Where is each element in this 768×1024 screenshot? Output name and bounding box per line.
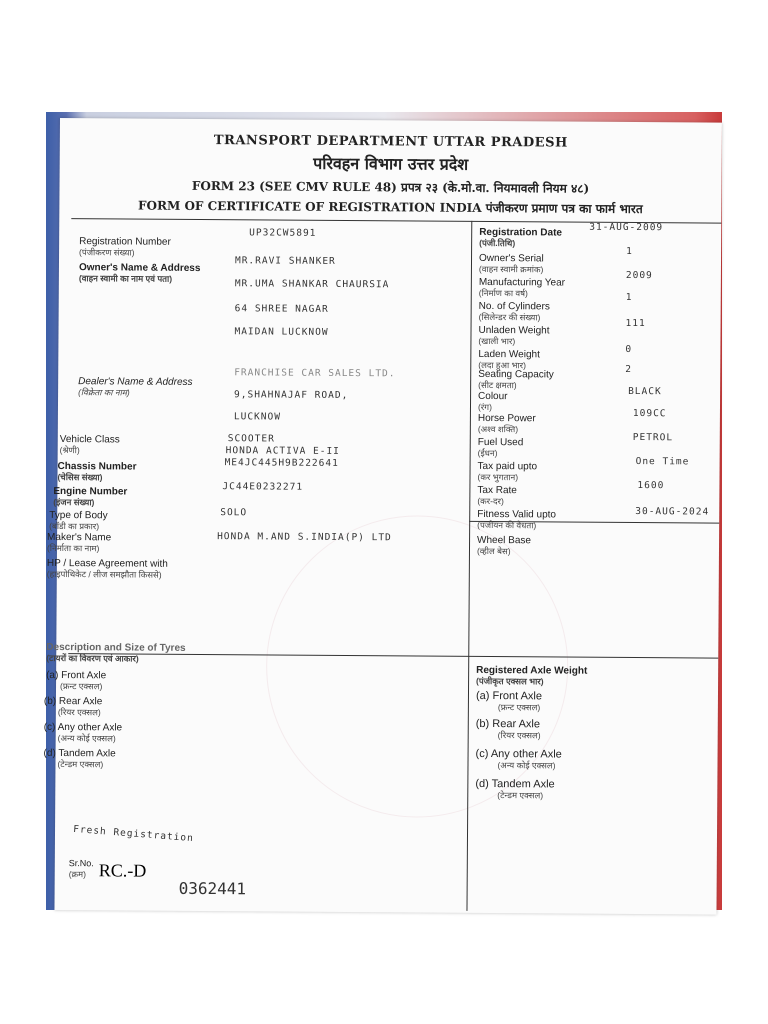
axle-rear: (b) Rear Axle (रियर एक्सल) [475,717,541,741]
dealer-label: Dealer's Name & Address (विक्रेता का नाम) [78,376,193,398]
colour-label: Colour (रंग) [477,390,508,413]
owner-label: Owner's Name & Address (वाहन स्वामी का नाम एवं पता) [78,262,201,284]
owner-relation: MR.UMA SHANKAR CHAURSIA [234,278,390,291]
owner-address-2: MAIDAN LUCKNOW [234,326,329,338]
reg-date-value: 31-AUG-2009 [589,221,664,234]
header-title-en: TRANSPORT DEPARTMENT UTTAR PRADESH [213,133,568,151]
axle-other: (c) Any other Axle (अन्य कोई एक्सल) [475,747,562,771]
laden-value: 0 [625,343,633,355]
owner-name: MR.RAVI SHANKER [234,255,336,267]
body-label: Type of Body (बॉडी का प्रकार) [49,509,108,532]
owner-serial-value: 1 [626,245,633,258]
fitness-label: Fitness Valid upto (पंजीयन की वैधता) [477,508,557,531]
horse-power-value: 109CC [632,408,667,420]
tax-rate-label: Tax Rate (कर-दर) [477,484,517,507]
tax-rate-value: 1600 [637,480,665,492]
fuel-value: PETROL [632,432,674,444]
maker-value: HONDA M.AND S.INDIA(P) LTD [217,531,392,544]
mfg-year-label: Manufacturing Year (निर्माण का वर्ष) [478,276,566,299]
mfg-year-value: 2009 [625,269,653,282]
sr-number: 0362441 [178,878,247,899]
axle-weight-title: Registered Axle Weight (पंजीकृत एक्सल भार) [476,664,588,687]
fitness-value: 30-AUG-2024 [635,506,710,518]
wheel-base-label: Wheel Base (व्हील बेस) [476,534,532,557]
reg-number-label: Registration Number (पंजीकरण संख्या) [79,236,171,258]
header-title-hi: परिवहन विभाग उत्तर प्रदेश [313,153,469,174]
chassis-value: ME4JC445H9B222641 [224,457,339,469]
engine-value: JC44E0232271 [222,481,304,493]
seating-value: 2 [625,363,633,375]
seating-label: Seating Capacity (सीट क्षमता) [478,368,554,391]
tyre-tandem-axle: (d) Tandem Axle (टेन्डम एक्सल) [43,747,116,770]
vehicle-class-value: SCOOTER [227,433,275,445]
maker-label: Maker's Name (निर्माता का नाम) [46,531,112,554]
tax-upto-label: Tax paid upto (कर भुगतान) [477,460,538,483]
header-form-line: FORM 23 (SEE CMV RULE 48) प्रपत्र २३ (के.मो.वा. नियमावली नियम ४८) [191,178,590,196]
unladen-label: Unladen Weight (खाली भार) [478,324,550,347]
colour-value: BLACK [628,385,662,398]
axle-front: (a) Front Axle (फ्रन्ट एक्सल) [475,689,543,713]
vehicle-model-value: HONDA ACTIVA E-II [225,445,340,457]
sr-no-label: Sr.No. (क्रम) [68,858,94,880]
chassis-label: Chassis Number (चेसिस संख्या) [57,460,137,483]
fuel-label: Fuel Used (ईंधन) [477,436,524,459]
cylinders-value: 1 [625,291,633,304]
tyre-other-axle: (c) Any other Axle (अन्य कोई एक्सल) [43,721,123,744]
reg-date-label: Registration Date (पंजी.तिथि) [479,226,563,249]
registration-certificate [43,118,722,915]
dealer-name: FRANCHISE CAR SALES LTD. [234,367,396,380]
reg-number-value: UP32CW5891 [249,227,317,239]
dealer-address-2: LUCKNOW [233,411,282,423]
body-value: SOLO [220,507,248,519]
engine-label: Engine Number (इंजन संख्या) [53,485,128,508]
tyre-title: Description and Size of Tyres (टायरों का विवरण एवं आकार) [46,641,186,664]
header-cert-line: FORM OF CERTIFICATE OF REGISTRATION INDIA पंजीकरण प्रमाण पत्र का फार्म भारत [138,198,643,217]
owner-address-1: 64 SHREE NAGAR [234,303,329,315]
cylinders-label: No. of Cylinders (सिलेन्डर की संख्या) [478,300,550,323]
tax-upto-value: One Time [635,456,690,468]
fresh-registration-remark: Fresh Registration [72,823,195,845]
horse-power-label: Horse Power (अश्व शक्ति) [477,412,536,435]
hp-lease-label: HP / Lease Agreement with (हाइपोथिकेट / लीज समझौता किससे) [46,557,168,580]
laden-label: Laden Weight (लदा हुआ भार) [478,348,540,371]
tyre-front-axle: (a) Front Axle (फ्रन्ट एक्सल) [46,669,107,692]
owner-serial-label: Owner's Serial (वाहन स्वामी क्रमांक) [478,252,544,275]
tyre-rear-axle: (b) Rear Axle (रियर एक्सल) [43,695,103,718]
vehicle-class-label: Vehicle Class (श्रेणी) [59,434,120,456]
axle-tandem: (d) Tandem Axle (टेन्डम एक्सल) [475,777,555,801]
rc-series: RC.-D [98,860,147,881]
unladen-value: 111 [625,317,646,330]
dealer-address-1: 9,SHAHNAJAF ROAD, [234,389,349,402]
